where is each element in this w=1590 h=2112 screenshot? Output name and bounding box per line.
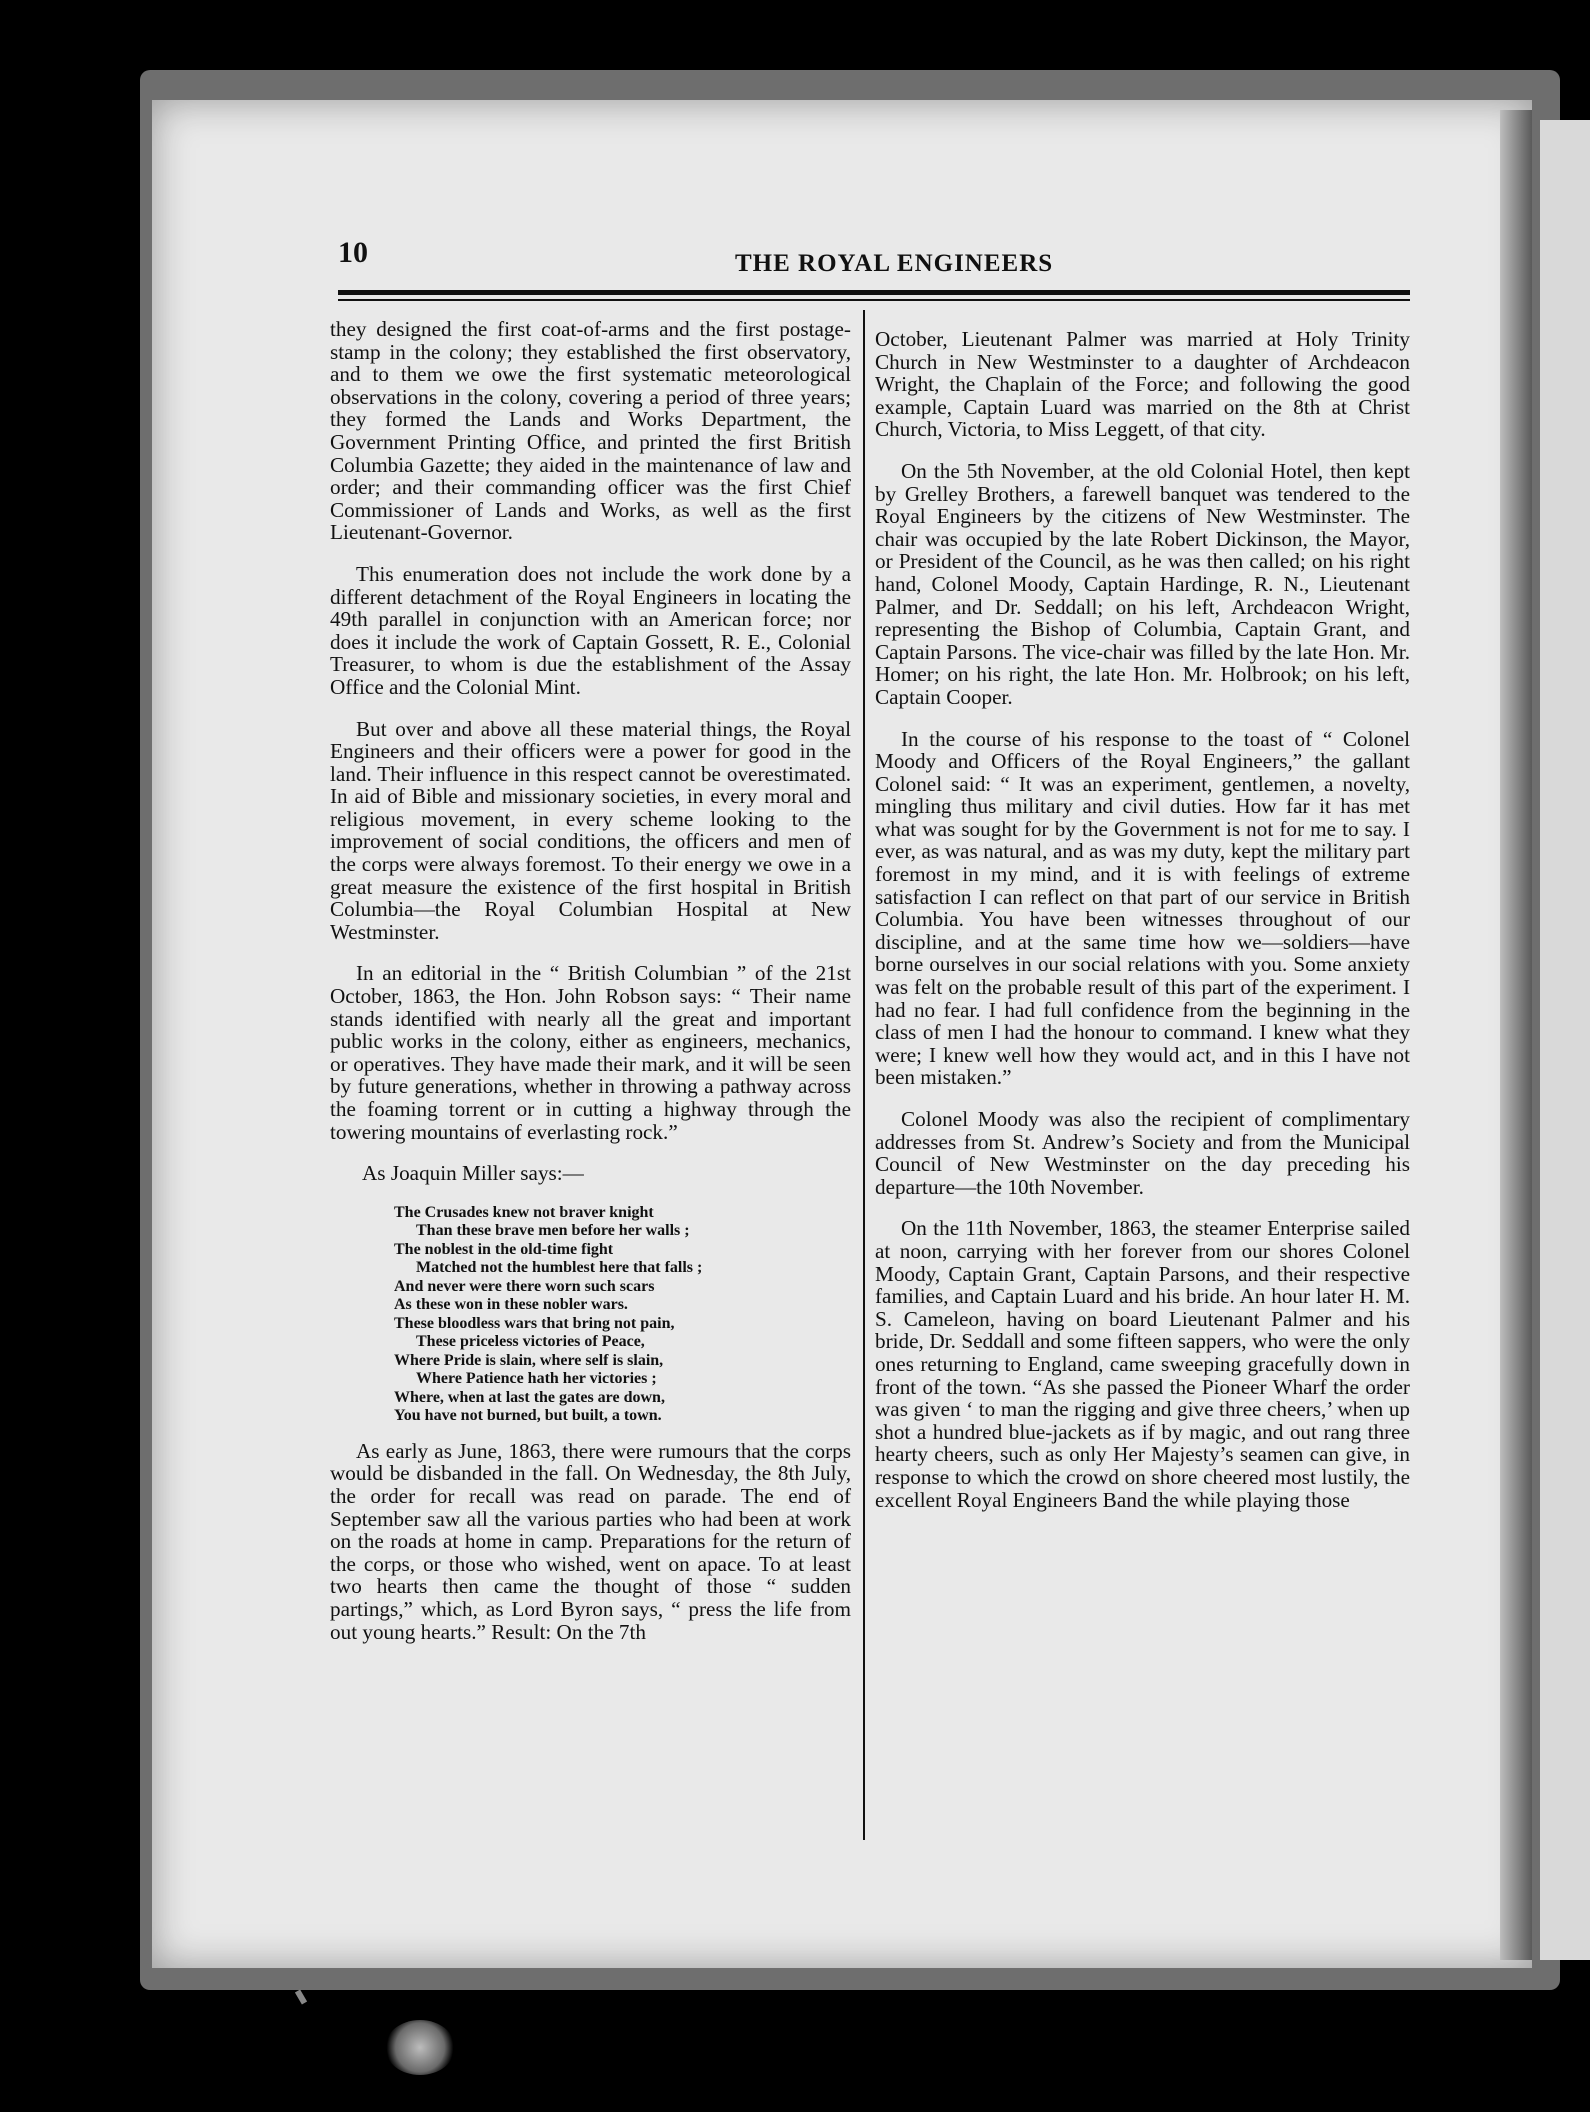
poem-line: You have not burned, but built, a town.: [394, 1407, 662, 1425]
header-rule-thin: [338, 299, 1410, 301]
scan-smudge: [385, 2020, 455, 2075]
poem-line: The noblest in the old-time fight: [394, 1240, 614, 1258]
left-column: [330, 318, 851, 1662]
paragraph: Colonel Moody was also the recipient of complimentary addresses from St. Andrew’s Society and from the Municipal Council of New Westminster on the day preceding his departure—the 10th November.: [875, 1107, 1410, 1199]
book-gutter: [1500, 110, 1532, 1960]
column-divider: [863, 310, 865, 1840]
paragraph: In the course of his response to the toast of “ Colonel Moody and Officers of the Royal Engineers,” the gallant Colonel said: “ It was an experiment, gentlemen, a novelty, mingling thus military and civil duties. How far it has met what was sought for by the Government is not for me to say. I ever, as was natural, and as was my duty, kept the military part foremost in my mind, and it is with feelings of extreme satisfaction I can reflect on that part of our service in British Columbia. You have been witnesses throughout of our discipline, and at the same time how we—soldiers—have borne ourselves in our social relations with you. Some anxiety was felt on the probable result of this part of the experiment. I had no fear. I had full confidence from the beginning in the class of men I had the honour to command. I knew what they were; I knew well how they would act, and in this I have not been mistaken.”: [875, 726, 1410, 1090]
poem-intro: As Joaquin Miller says:—: [362, 1161, 584, 1186]
adjacent-page-edge: [1540, 120, 1590, 1960]
poem-line: These bloodless wars that bring not pain,: [394, 1314, 675, 1332]
right-column: [875, 328, 1410, 1530]
poem-line: These priceless victories of Peace,: [416, 1333, 645, 1351]
poem-line: As these won in these nobler wars.: [394, 1296, 628, 1314]
paragraph: This enumeration does not include the work done by a different detachment of the Royal Engineers in locating the 49th parallel in conjunction with an American force; nor does it include the work of Captain Gossett, R. E., Colonial Treasurer, to whom is due the establishment of the Assay Office and the Colonial Mint.: [330, 561, 851, 699]
poem-line: Matched not the humblest here that falls ;: [416, 1259, 703, 1277]
paragraph: On the 11th November, 1863, the steamer Enterprise sailed at noon, carrying with her forever from our shores Colonel Moody, Captain Grant, Captain Parsons, and their respective families, and Captain Luard and his bride. An hour later H. M. S. Cameleon, having on board Lieutenant Palmer and his bride, Dr. Seddall and some fifteen sappers, who were the only ones returning to England, came sweeping gracefully down in front of the town. “As she passed the Pioneer Wharf the order was given ‘ to man the rigging and give three cheers,’ when up shot a hundred blue-jackets as if by magic, and out rang three hearty cheers, such as only Her Majesty’s seamen can give, in response to which the crowd on shore cheered most lustily, the excellent Royal Engineers Band the while playing those: [875, 1216, 1410, 1512]
paragraph: On the 5th November, at the old Colonial Hotel, then kept by Grelley Brothers, a farewell banquet was tendered to the Royal Engineers by the citizens of New Westminster. The chair was occupied by the late Robert Dickinson, the Mayor, or President of the Council, as he was then called; on his right hand, Colonel Moody, Captain Hardinge, R. N., Lieutenant Palmer, and Dr. Seddall; on his left, Archdeacon Wright, representing the Bishop of Columbia, Captain Grant, and Captain Parsons. The vice-chair was filled by the late Hon. Mr. Homer; on his right, the late Hon. Mr. Holbrook; on his left, Captain Cooper.: [875, 458, 1410, 709]
poem: [394, 1204, 851, 1426]
paragraph: they designed the first coat-of-arms and the first postage-stamp in the colony; they established the first observatory, and to them we owe the first systematic meteorological observations in the colony, covering a period of three years; they formed the Lands and Works Department, the Government Printing Office, and printed the first British Columbia Gazette; they aided in the maintenance of law and order; and their commanding officer was the first Chief Commissioner of Lands and Works, as well as the first Lieutenant-Governor.: [330, 317, 851, 545]
poem-line: The Crusades knew not braver knight: [394, 1203, 654, 1221]
paragraph: In an editorial in the “ British Columbian ” of the 21st October, 1863, the Hon. John Robson says: “ Their name stands identified with nearly all the great and important public works in the colony, either as engineers, mechanics, or operatives. They have made their mark, and it will be seen by future generations, whether in throwing a pathway across the foaming torrent or in cutting a highway through the towering mountains of everlasting rock.”: [330, 961, 851, 1144]
poem-line: Than these brave men before her walls ;: [416, 1222, 690, 1240]
poem-line: Where Patience hath her victories ;: [416, 1370, 657, 1388]
poem-line: Where, when at last the gates are down,: [394, 1388, 665, 1406]
header-rule: [338, 290, 1410, 295]
scan-mark: [295, 1989, 307, 2004]
page-number: 10: [338, 236, 368, 269]
running-head: THE ROYAL ENGINEERS: [735, 250, 1054, 277]
paragraph: But over and above all these material things, the Royal Engineers and their officers were a power for good in the land. Their influence in this respect cannot be overestimated. In aid of Bible and missionary societies, in every moral and religious movement, in every scheme looking to the improvement of social conditions, the officers and men of the corps were always foremost. To their energy we owe in a great measure the existence of the first hospital in British Columbia—the Royal Columbian Hospital at New Westminster.: [330, 716, 851, 944]
paragraph: October, Lieutenant Palmer was married at Holy Trinity Church in New Westminster to a daughter of Archdeacon Wright, the Chaplain of the Force; and following the good example, Captain Luard was married on the 8th at Christ Church, Victoria, to Miss Leggett, of that city.: [875, 327, 1410, 442]
poem-line: And never were there worn such scars: [394, 1277, 655, 1295]
poem-line: Where Pride is slain, where self is slain,: [394, 1351, 664, 1369]
paragraph: As early as June, 1863, there were rumours that the corps would be disbanded in the fall. On Wednesday, the 8th July, the order for recall was read on parade. The end of September saw all the various parties who had been at work on the roads at home in camp. Preparations for the return of the corps, or those who wished, went on apace. To at least two hearts then came the thought of those “ sudden partings,” which, as Lord Byron says, “ press the life from out young hearts.” Result: On the 7th: [330, 1438, 851, 1644]
